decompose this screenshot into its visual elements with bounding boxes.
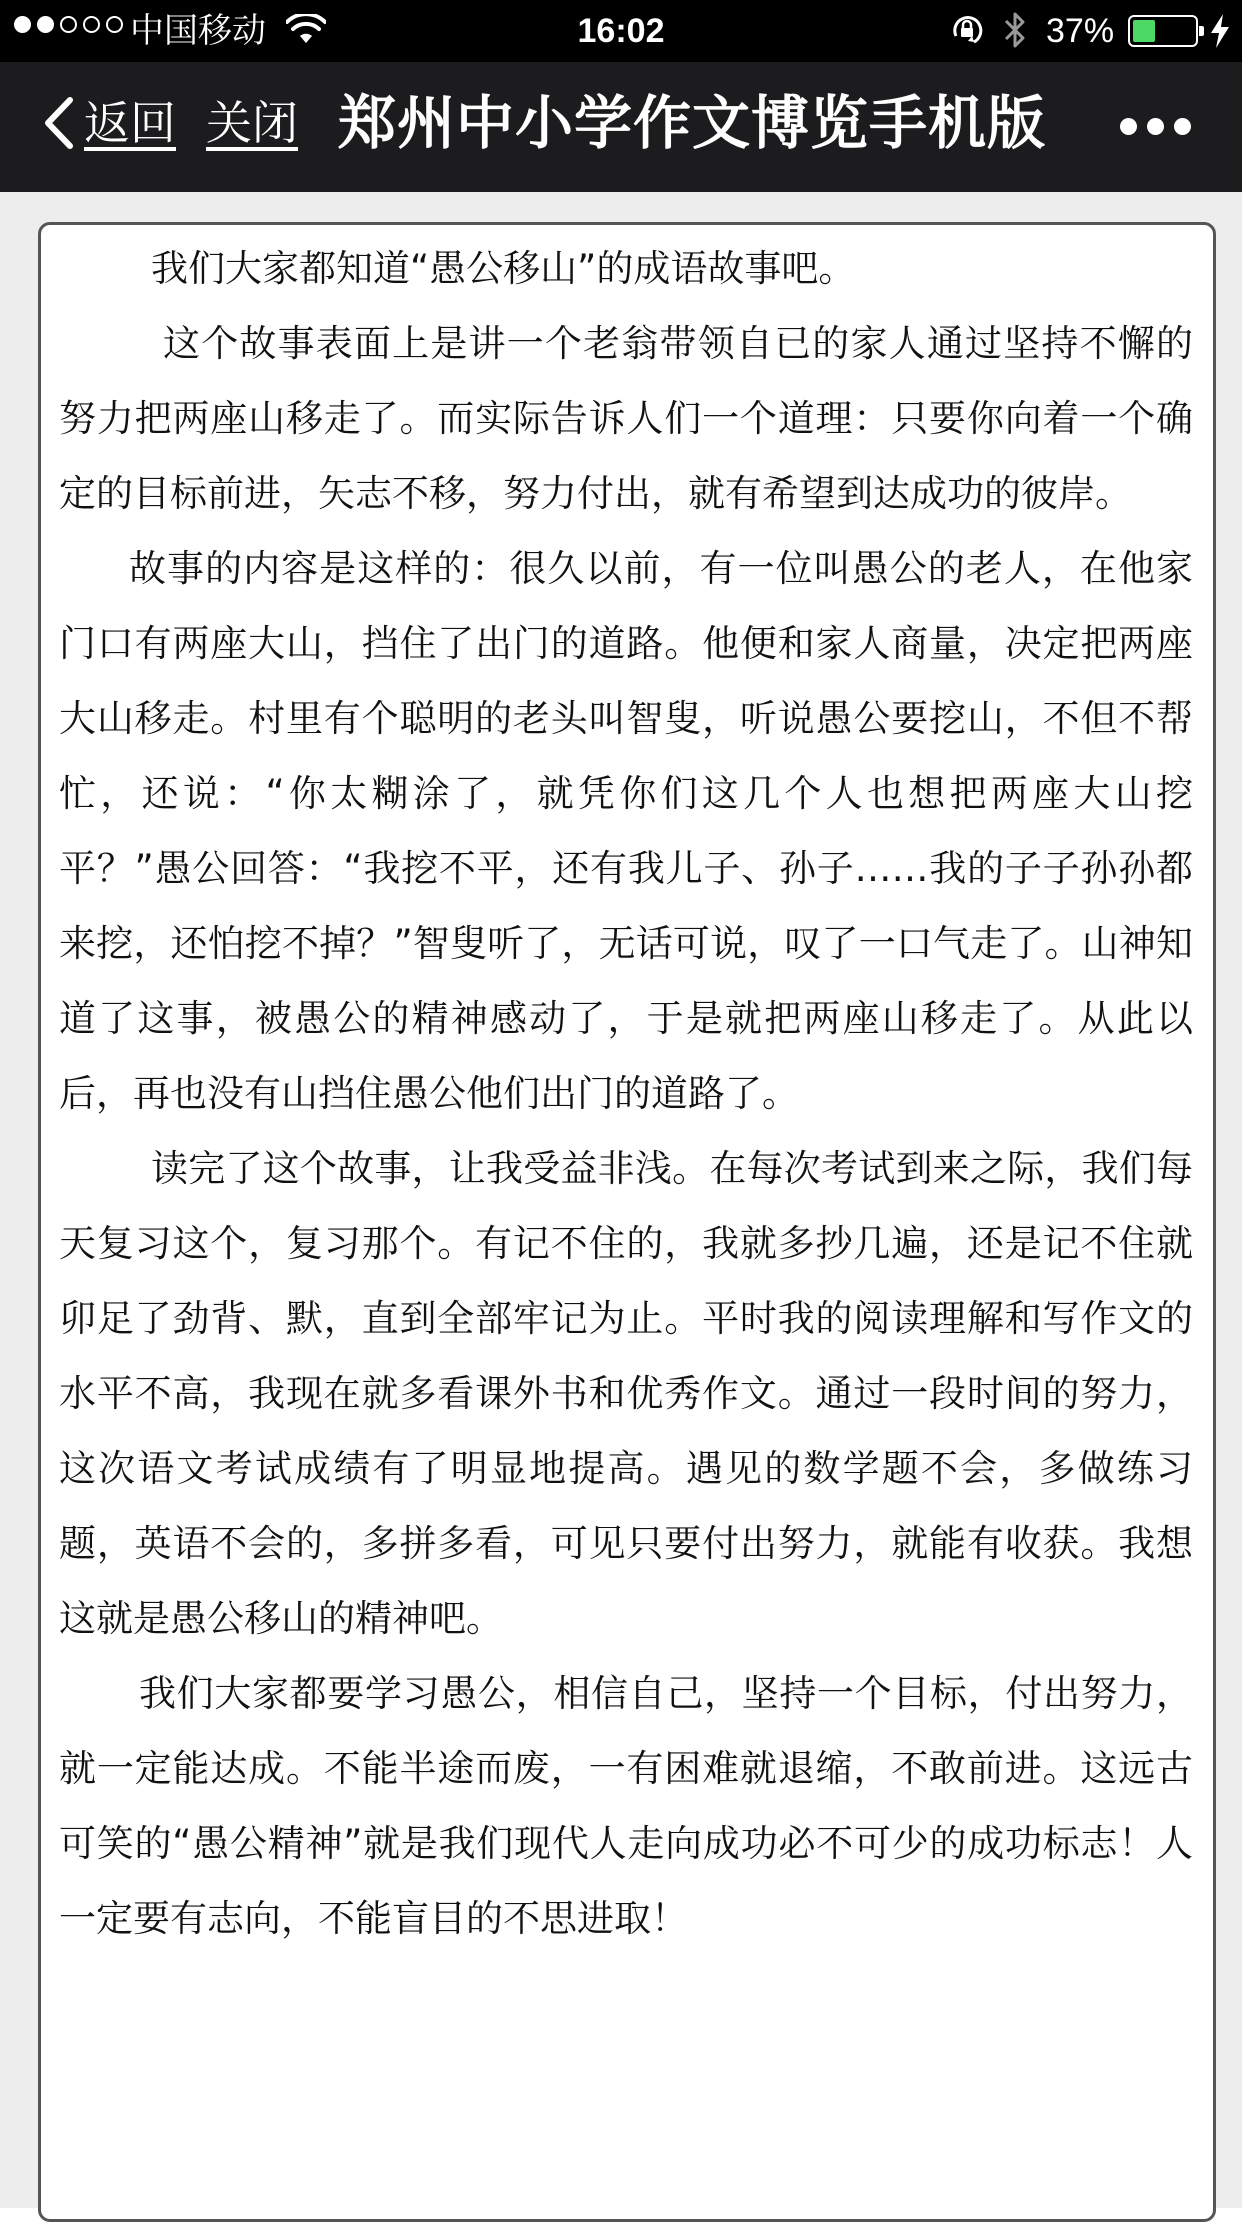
more-dots-icon[interactable] xyxy=(1120,118,1191,135)
article-paragraph: 故事的内容是这样的：很久以前，有一位叫愚公的老人，在他家门口有两座大山，挡住了出门的道路。他便和家人商量，决定把两座大山移走。村里有个聪明的老头叫智叟，听说愚公要挖山，不但不帮忙，还说：“你太糊涂了，就凭你们这几个人也想把两座大山挖平？”愚公回答：“我挖不平，还有我儿子、孙子……我的子子孙孙都来挖，还怕挖不掉？”智叟听了，无话可说，叹了一口气走了。山神知道了这事，被愚公的精神感动了，于是就把两座山移走了。从此以后，再也没有山挡住愚公他们出门的道路了。 xyxy=(59,547,1193,1115)
article-paragraph: 我们大家都要学习愚公，相信自己，坚持一个目标，付出努力，就一定能达成。不能半途而废，一有困难就退缩，不敢前进。这远古可笑的“愚公精神”就是我们现代人走向成功必不可少的成功标志！人一定要有志向，不能盲目的不思进取！ xyxy=(59,1672,1193,1940)
article-paragraph: 这个故事表面上是讲一个老翁带领自已的家人通过坚持不懈的努力把两座山移走了。而实际告诉人们一个道理：只要你向着一个确定的目标前进，矢志不移，努力付出，就有希望到达成功的彼岸。 xyxy=(59,322,1193,515)
battery-percent: 37% xyxy=(1046,12,1115,50)
carrier-name: 中国移动 xyxy=(130,12,266,50)
chevron-left-icon xyxy=(40,92,76,154)
back-label[interactable]: 返回 xyxy=(84,96,176,150)
charging-bolt-icon xyxy=(1208,12,1232,50)
back-button[interactable] xyxy=(40,92,176,154)
nav-bar xyxy=(0,62,1242,192)
bluetooth-icon xyxy=(1002,11,1028,49)
content-area xyxy=(0,192,1242,2208)
close-button[interactable]: 关闭 xyxy=(206,96,298,150)
battery-level-fill xyxy=(1133,20,1155,42)
article-paragraph: 读完了这个故事，让我受益非浅。在每次考试到来之际，我们每天复习这个，复习那个。有记不住的，我就多抄几遍，还是记不住就卯足了劲背、默，直到全部牢记为止。平时我的阅读理解和写作文的水平不高，我现在就多看课外书和优秀作文。通过一段时间的努力，这次语文考试成绩有了明显地提高。遇见的数学题不会，多做练习题，英语不会的，多拼多看，可见只要付出努力，就能有收获。我想这就是愚公移山的精神吧。 xyxy=(59,1147,1193,1640)
rotation-lock-icon xyxy=(950,14,984,48)
battery-icon xyxy=(1128,15,1198,47)
page-title: 郑州中小学作文博览手机版 xyxy=(338,89,1047,157)
status-bar xyxy=(0,0,1242,62)
clock: 16:02 xyxy=(577,12,665,50)
article-paragraph: 我们大家都知道“愚公移山”的成语故事吧。 xyxy=(151,247,856,290)
article-container[interactable] xyxy=(38,222,1216,2222)
